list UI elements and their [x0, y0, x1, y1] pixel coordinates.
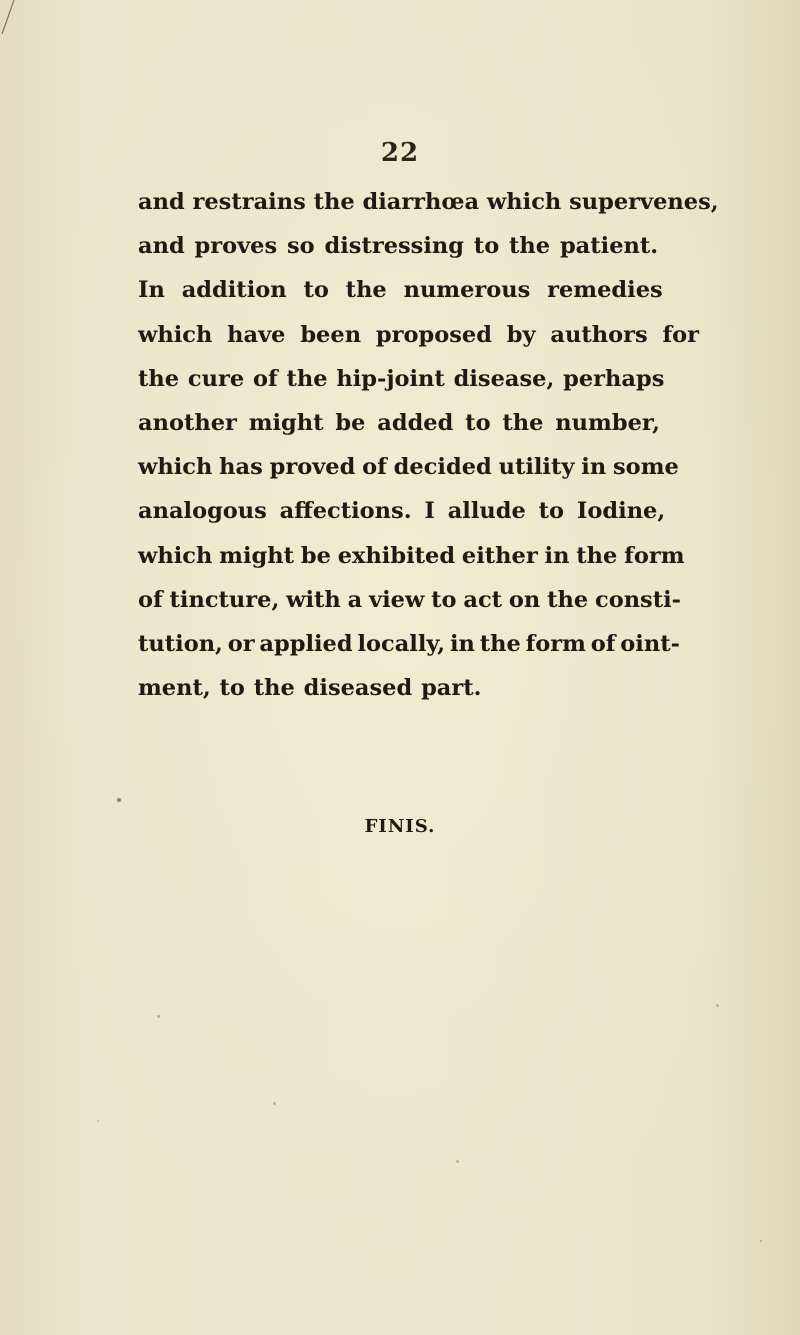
body-text: [138, 180, 719, 710]
text-line: another might be added to the number,: [138, 409, 660, 436]
text-line: which have been proposed by authors for: [138, 321, 699, 348]
page-corner-stroke: [0, 0, 30, 40]
paper-speck: [456, 1160, 459, 1163]
paper-speck: [157, 1015, 160, 1018]
text-line: which has proved of decided utility in some: [138, 454, 679, 481]
text-line: ment, to the diseased part.: [138, 675, 482, 702]
text-line: and proves so distressing to the patient.: [138, 233, 659, 260]
text-line: tution, or applied locally, in the form of oint-: [138, 630, 680, 657]
page-number: 22: [380, 138, 420, 168]
text-line: analogous affections. I allude to Iodine,: [138, 498, 666, 525]
text-line: of tincture, with a view to act on the consti-: [138, 586, 682, 613]
paper-speck: [760, 1240, 762, 1242]
paper-speck: [117, 798, 121, 802]
paper-speck: [273, 1102, 276, 1105]
text-line: and restrains the diarrhœa which supervenes,: [138, 189, 719, 215]
text-line: the cure of the hip-joint disease, perhaps: [138, 365, 665, 392]
finis-label: FINIS.: [364, 816, 436, 837]
paper-speck: [716, 1004, 719, 1007]
paper-speck: [97, 1120, 99, 1122]
text-line: which might be exhibited either in the form: [138, 542, 685, 569]
text-line: In addition to the numerous remedies: [138, 277, 663, 304]
